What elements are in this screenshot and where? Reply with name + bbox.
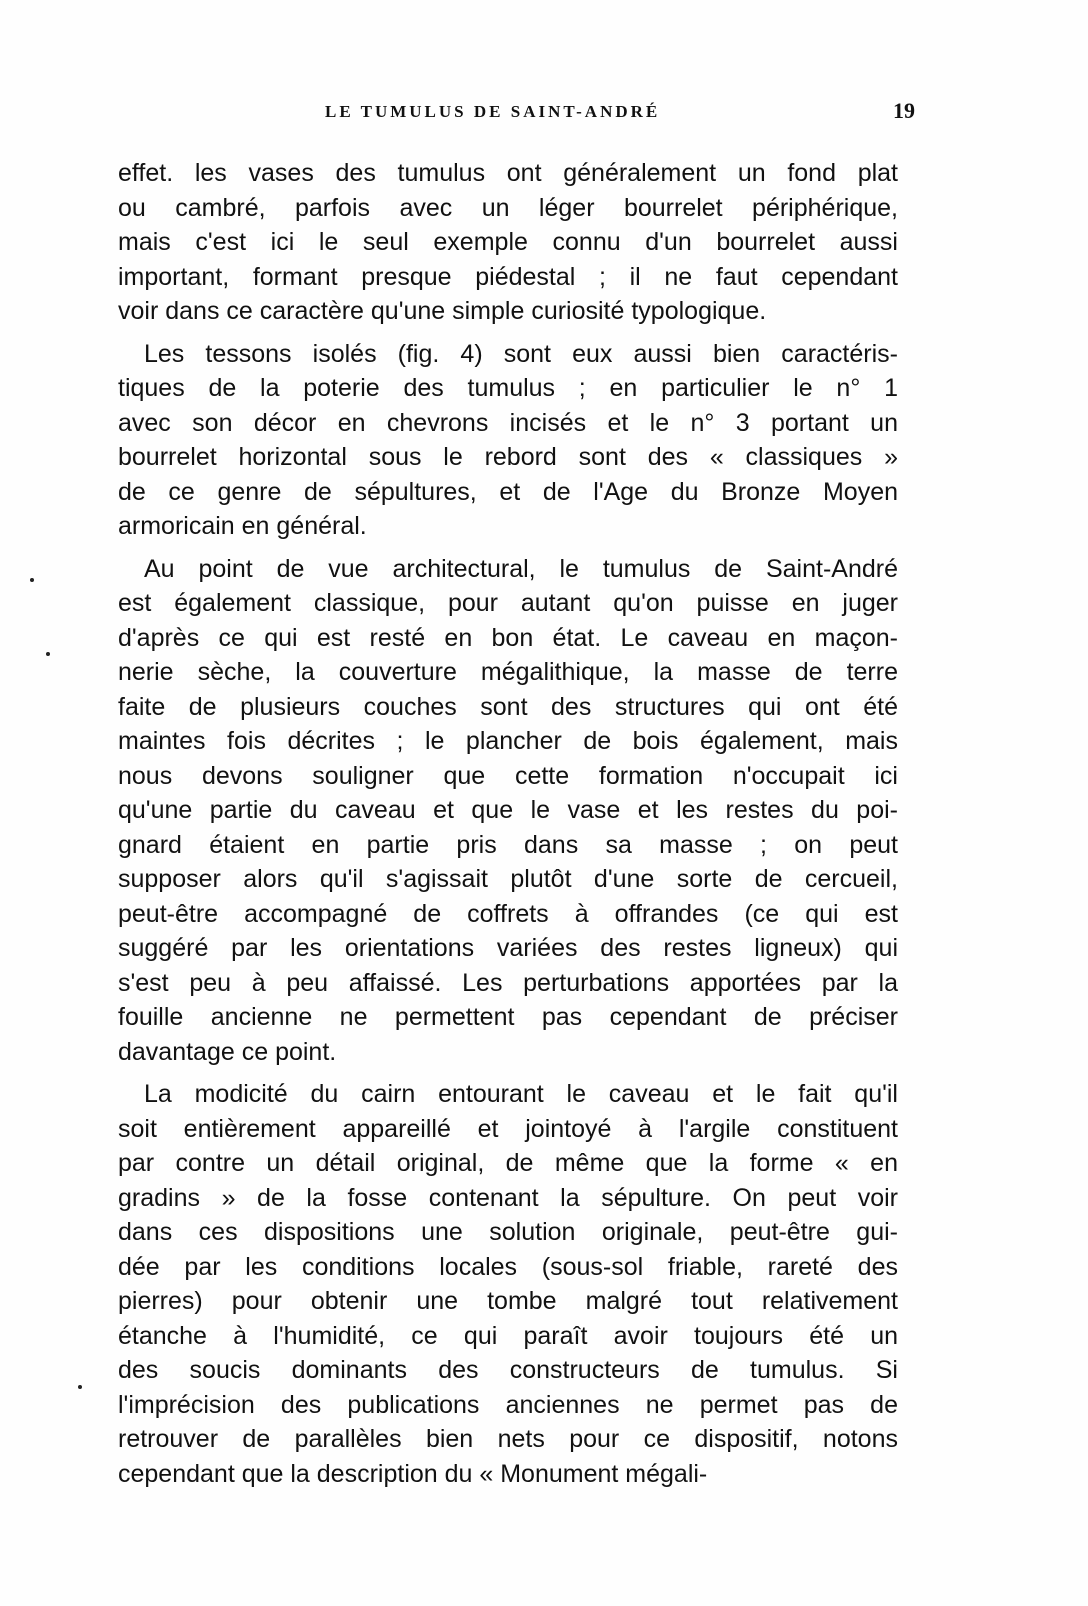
text-line: supposer alors qu'il s'agissait plutôt d'une sorte de cercueil, <box>118 865 898 893</box>
running-title: LE TUMULUS DE SAINT-ANDRÉ <box>325 102 661 121</box>
text-line: armoricain en général. <box>118 512 367 540</box>
text-line: peut-être accompagné de coffrets à offrandes (ce qui est <box>118 899 898 928</box>
text-line: nerie sèche, la couverture mégalithique, la masse de terre <box>118 658 898 686</box>
page-number: 19 <box>893 98 915 123</box>
text-line: qu'une partie du caveau et que le vase et les restes du poi- <box>118 796 898 824</box>
text-line: La modicité du cairn entourant le caveau et le fait qu'il <box>144 1080 898 1108</box>
scan-speck <box>78 1385 82 1389</box>
text-line: mais c'est ici le seul exemple connu d'un bourrelet aussi <box>118 228 898 256</box>
paragraph-gap <box>118 329 898 337</box>
paragraph <box>118 337 898 544</box>
text-line: par contre un détail original, de même que la forme « en <box>118 1149 898 1177</box>
text-line: l'imprécision des publications anciennes ne permet pas de <box>118 1390 898 1419</box>
scan-speck <box>30 578 34 582</box>
text-line: cependant que la description du « Monument mégali- <box>118 1459 708 1488</box>
text-line: davantage ce point. <box>118 1037 337 1066</box>
text-line: est également classique, pour autant qu'on puisse en juger <box>118 589 898 617</box>
text-line: d'après ce qui est resté en bon état. Le caveau en maçon- <box>118 623 898 652</box>
text-line: Au point de vue architectural, le tumulus de Saint-André <box>144 554 898 583</box>
paragraph <box>118 156 898 329</box>
text-line: Les tessons isolés (fig. 4) sont eux aussi bien caractéris- <box>144 339 898 368</box>
text-line: retrouver de parallèles bien nets pour ce dispositif, notons <box>118 1425 898 1453</box>
text-line: soit entièrement appareillé et jointoyé à l'argile constituent <box>118 1114 898 1143</box>
text-line: tiques de la poterie des tumulus ; en particulier le n° 1 <box>118 374 898 402</box>
text-line: avec son décor en chevrons incisés et le n° 3 portant un <box>118 408 898 437</box>
text-line: important, formant presque piédestal ; il ne faut cependant <box>118 262 898 291</box>
text-line: étanche à l'humidité, ce qui paraît avoir toujours été un <box>118 1321 898 1350</box>
text-line: suggéré par les orientations variées des restes ligneux) qui <box>118 934 898 962</box>
text-line: bourrelet horizontal sous le rebord sont des « classiques » <box>118 443 898 471</box>
text-line: pierres) pour obtenir une tombe malgré tout relativement <box>118 1287 898 1315</box>
paragraph <box>118 1077 898 1491</box>
text-line: nous devons souligner que cette formation n'occupait ici <box>118 761 898 790</box>
text-line: ou cambré, parfois avec un léger bourrelet périphérique, <box>118 193 898 222</box>
body-text <box>118 156 898 1491</box>
paragraph-gap <box>118 1069 898 1077</box>
text-line: fouille ancienne ne permettent pas cependant de préciser <box>118 1003 898 1031</box>
paragraph <box>118 552 898 1070</box>
text-line: de ce genre de sépultures, et de l'Age du Bronze Moyen <box>118 477 898 506</box>
text-line: voir dans ce caractère qu'une simple curiosité typologique. <box>118 297 767 325</box>
text-line: des soucis dominants des constructeurs de tumulus. Si <box>118 1356 898 1384</box>
text-line: gradins » de la fosse contenant la sépulture. On peut voir <box>118 1183 898 1212</box>
text-line: faite de plusieurs couches sont des structures qui ont été <box>118 692 898 721</box>
text-line: maintes fois décrites ; le plancher de bois également, mais <box>118 727 898 755</box>
scan-speck <box>46 652 50 656</box>
paragraph-gap <box>118 544 898 552</box>
text-line: effet. les vases des tumulus ont généralement un fond plat <box>118 159 898 187</box>
text-line: s'est peu à peu affaissé. Les perturbations apportées par la <box>118 968 898 997</box>
text-line: gnard étaient en partie pris dans sa masse ; on peut <box>118 830 898 859</box>
text-line: dée par les conditions locales (sous-sol friable, rareté des <box>118 1252 898 1281</box>
text-line: dans ces dispositions une solution originale, peut-être gui- <box>118 1218 898 1246</box>
